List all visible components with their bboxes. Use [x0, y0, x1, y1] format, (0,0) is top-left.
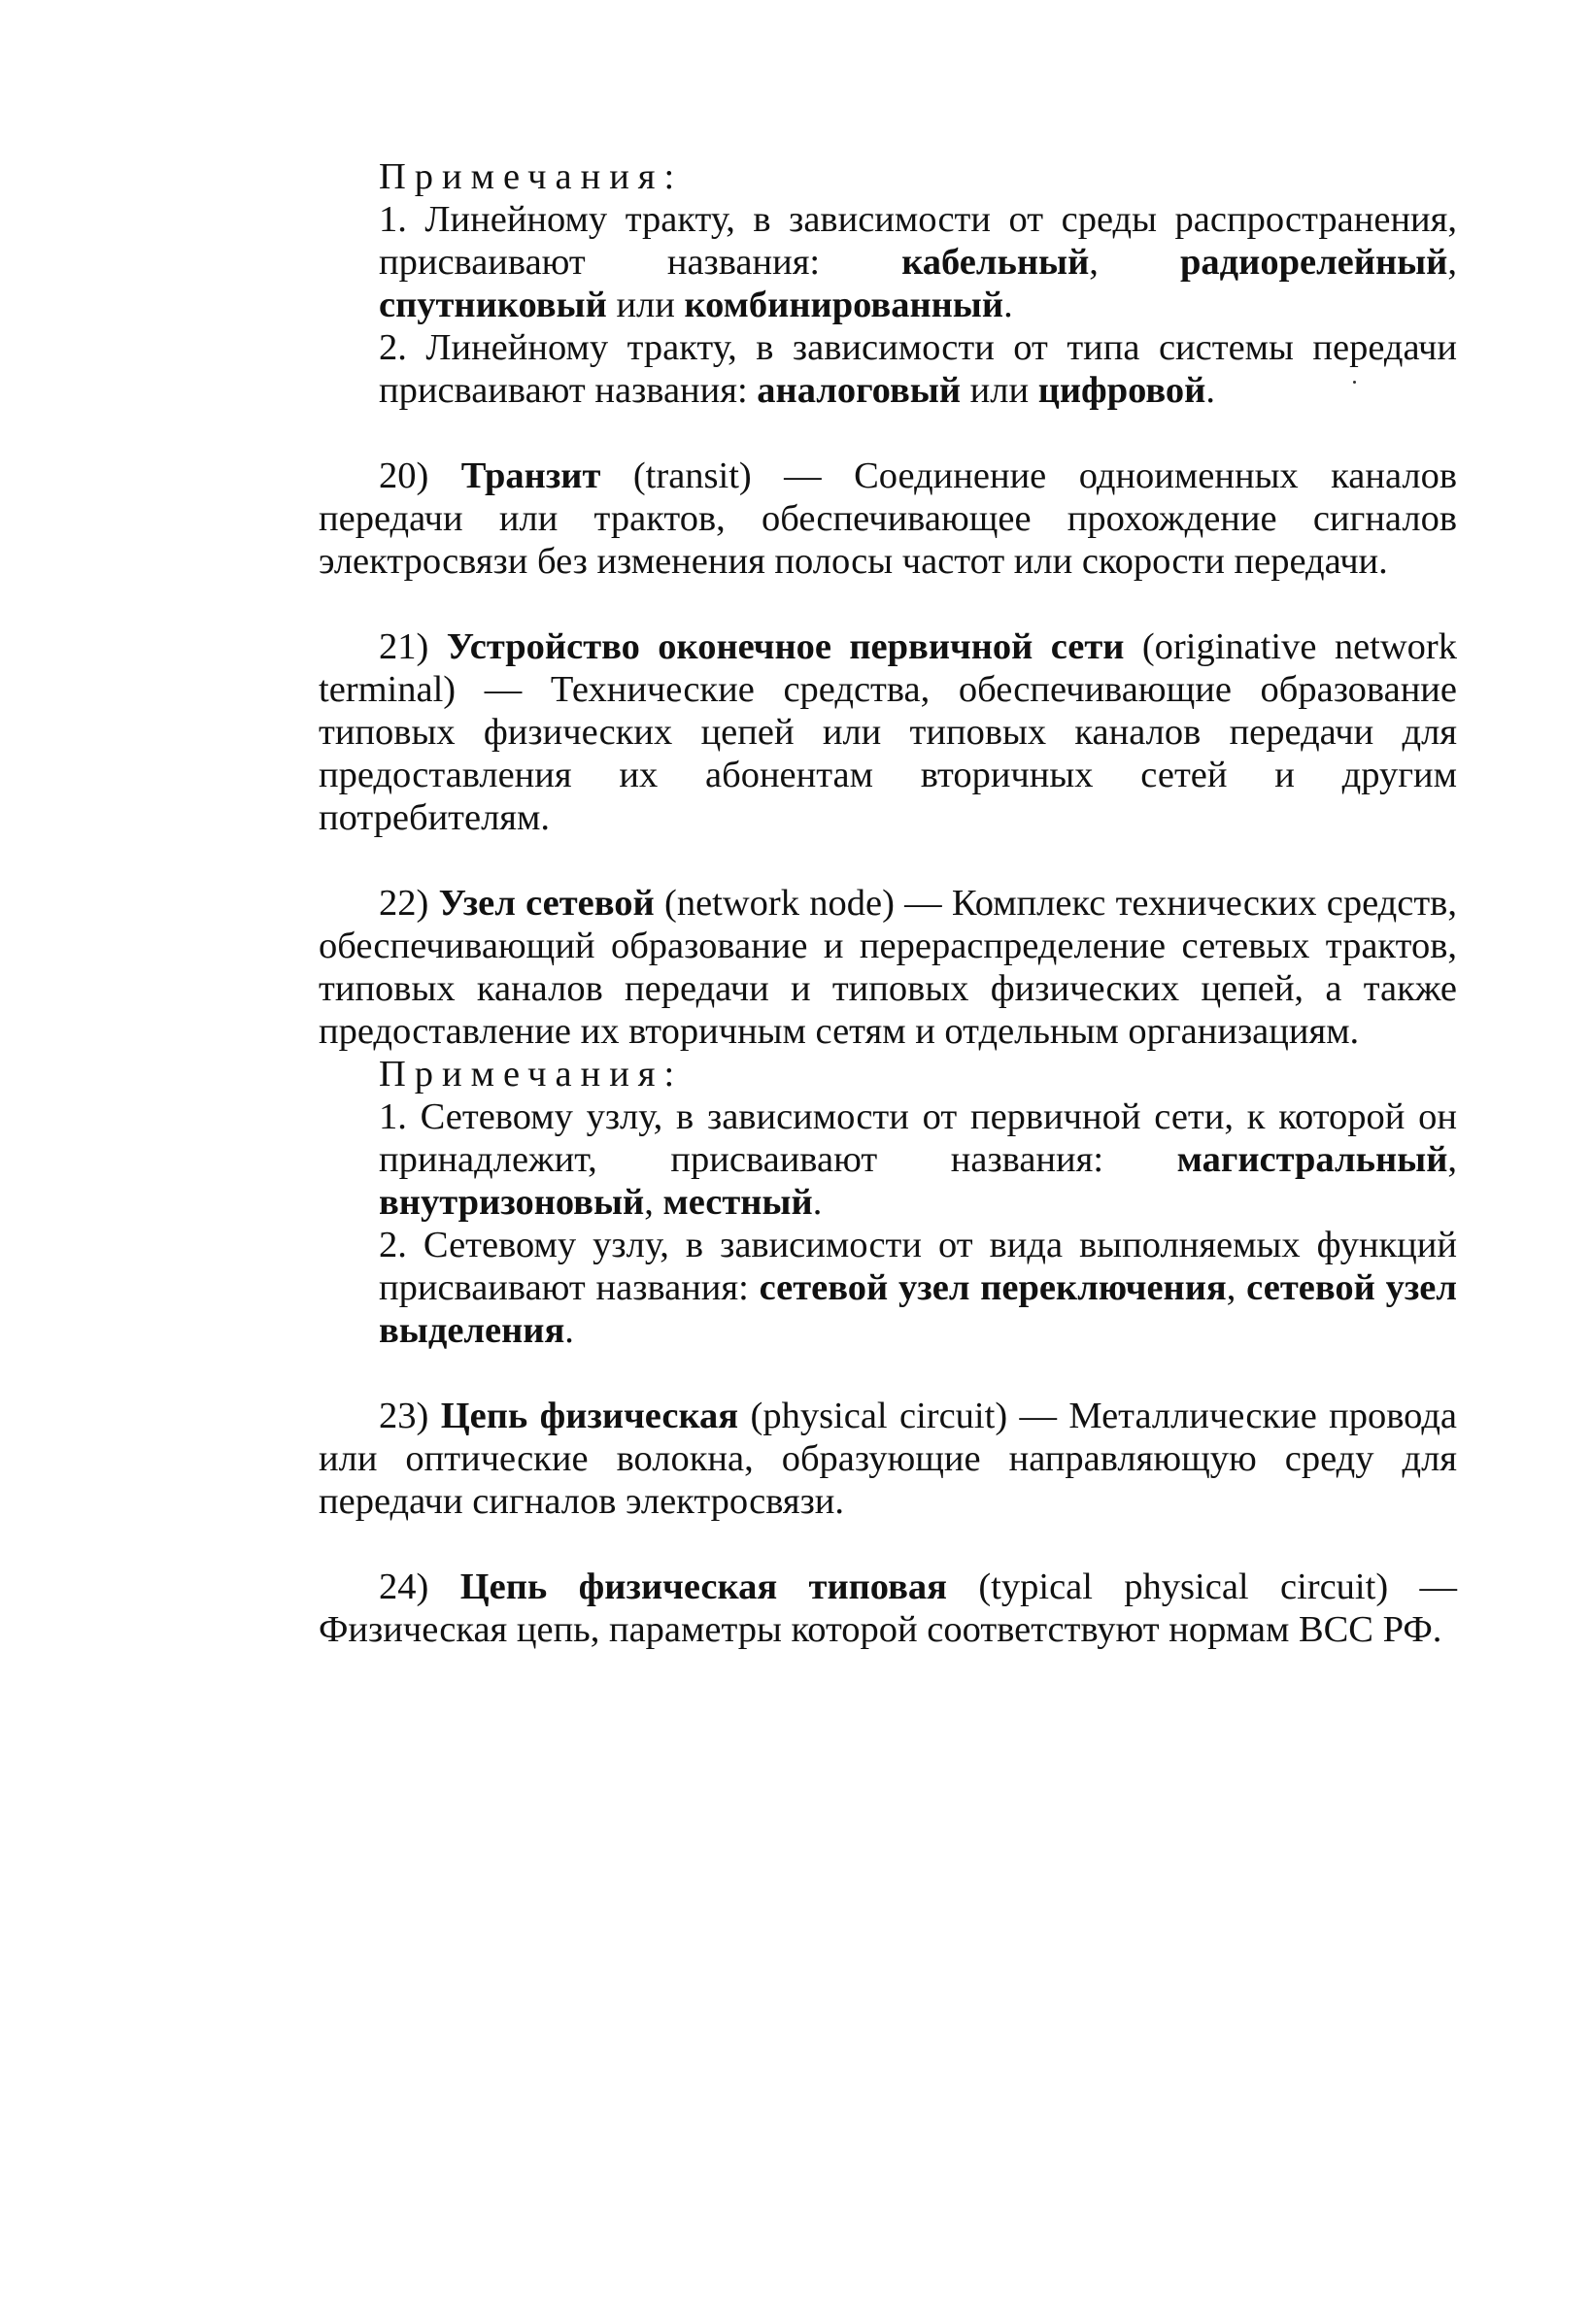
term: Цепь физическая [440, 1396, 739, 1436]
term: Устройство оконечное первичной сети [446, 626, 1125, 667]
definition-20: 20) Транзит (transit) — Соединение одноименных каналов передачи или трактов, обеспечивающее прохождение сигналов электросвязи без изменения полосы частот или скорости передачи. [319, 455, 1458, 582]
note-item: 2. Линейному тракту, в зависимости от типа системы передачи присваивают названия: аналоговый или цифровой. [379, 327, 1457, 411]
term: Узел сетевой [438, 883, 655, 924]
definition-24: 24) Цепь физическая типовая (typical physical circuit) — Физическая цепь, параметры которой соответствуют нормам ВСС РФ. [319, 1566, 1458, 1650]
notes-heading: Примечания: [379, 1054, 684, 1095]
note-item: 2. Сетевому узлу, в зависимости от вида выполняемых функций присваивают названия: сетевой узел переключения, сетевой узел выделения. [379, 1225, 1457, 1351]
text-column [319, 155, 1457, 1651]
note-item: 1. Сетевому узлу, в зависимости от первичной сети, к которой он принадлежит, присваивают названия: магистральный, внутризоновый, местный. [379, 1096, 1457, 1223]
term: Цепь физическая типовая [459, 1566, 947, 1607]
definition-23: 23) Цепь физическая (physical circuit) — Металлические провода или оптические волокна, образующие направляющую среду для передачи сигналов электросвязи. [319, 1396, 1458, 1522]
notes-heading: Примечания: [379, 156, 684, 197]
definition-22: 22) Узел сетевой (network node) — Комплекс технических средств, обеспечивающий образование и перераспределение сетевых трактов, типовых каналов передачи и типовых физических цепей, а также предоставление их вторичным сетям и отдельным организациям. [319, 883, 1457, 1052]
note-item: 1. Линейному тракту, в зависимости от среды распространения, присваивают названия: кабельный, радиорелейный, спутниковый или комбинированный. [379, 199, 1457, 325]
term: Транзит [460, 455, 601, 496]
definition-21: 21) Устройство оконечное первичной сети (originative network terminal) — Технические средства, обеспечивающие образование типовых физических цепей или типовых каналов передачи для предоставления их абонентам вторичных сетей и другим потребителям. [319, 626, 1458, 838]
